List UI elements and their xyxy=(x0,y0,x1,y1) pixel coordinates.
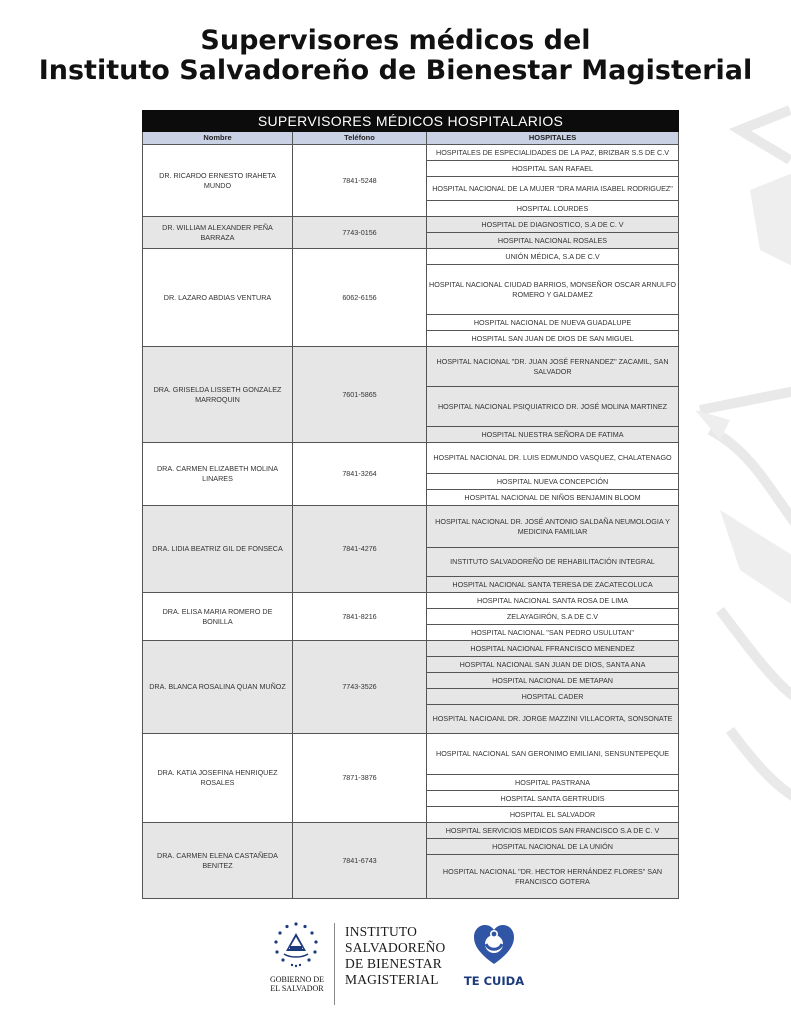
el-salvador-coat-of-arms-icon xyxy=(272,921,320,969)
column-header-hospitales: HOSPITALES xyxy=(427,132,679,145)
hospital-cell: HOSPITAL NACIONAL FFRANCISCO MENENDEZ xyxy=(427,641,679,657)
gov-line-1: GOBIERNO DE xyxy=(270,975,324,984)
supervisor-phone-cell: 7743-3526 xyxy=(293,641,427,734)
inst-line-4: MAGISTERIAL xyxy=(345,972,439,987)
hospital-cell: HOSPITAL NACIONAL DE NUEVA GUADALUPE xyxy=(427,315,679,331)
hospital-cell: HOSPITAL NACIONAL SAN GERONIMO EMILIANI, SENSUNTEPEQUE xyxy=(427,734,679,775)
inst-line-1: INSTITUTO xyxy=(345,924,418,939)
gov-line-2: EL SALVADOR xyxy=(270,984,324,993)
hospital-cell: HOSPITAL SANTA GERTRUDIS xyxy=(427,791,679,807)
table-row xyxy=(143,823,679,839)
hospital-cell: HOSPITAL NACIONAL SANTA TERESA DE ZACATECOLUCA xyxy=(427,577,679,593)
hospital-cell: HOSPITAL NACIONAL ROSALES xyxy=(427,233,679,249)
table-row xyxy=(143,249,679,265)
hospital-cell: HOSPITAL NACIONAL DR. LUIS EDMUNDO VASQUEZ, CHALATENAGO xyxy=(427,443,679,474)
hospital-cell: HOSPITAL NACIONAL CIUDAD BARRIOS, MONSEÑOR OSCAR ARNULFO ROMERO Y GALDAMEZ xyxy=(427,265,679,315)
hospital-cell: HOSPITAL NACIONAL DR. JOSÉ ANTONIO SALDAÑA NEUMOLOGIA Y MEDICINA FAMILIAR xyxy=(427,506,679,548)
hospital-cell: HOSPITAL NACIONAL SANTA ROSA DE LIMA xyxy=(427,593,679,609)
supervisor-name-cell: DR. LAZARO ABDIAS VENTURA xyxy=(143,249,293,347)
footer xyxy=(0,915,791,1020)
hospital-cell: HOSPITAL NUEVA CONCEPCIÓN xyxy=(427,474,679,490)
supervisor-name-cell: DRA. LIDIA BEATRIZ GIL DE FONSECA xyxy=(143,506,293,593)
hospital-cell: ZELAYAGIRÓN, S.A DE C.V xyxy=(427,609,679,625)
table-row xyxy=(143,641,679,657)
hospital-cell: HOSPITAL NACIONAL PSIQUIATRICO DR. JOSÉ MOLINA MARTINEZ xyxy=(427,387,679,427)
hospital-cell: HOSPITALES DE ESPECIALIDADES DE LA PAZ, BRIZBAR S.S DE C.V xyxy=(427,145,679,161)
supervisor-phone-cell: 7841-3264 xyxy=(293,443,427,506)
table-row xyxy=(143,217,679,233)
supervisor-name-cell: DRA. BLANCA ROSALINA QUAN MUÑOZ xyxy=(143,641,293,734)
supervisor-phone-cell: 7743-0156 xyxy=(293,217,427,249)
hospital-cell: HOSPITAL LOURDES xyxy=(427,201,679,217)
hospital-cell: HOSPITAL SAN RAFAEL xyxy=(427,161,679,177)
table-row xyxy=(143,145,679,161)
supervisor-name-cell: DRA. KATIA JOSEFINA HENRIQUEZ ROSALES xyxy=(143,734,293,823)
supervisor-phone-cell: 6062-6156 xyxy=(293,249,427,347)
table-body xyxy=(143,145,679,899)
hospital-cell: HOSPITAL NACIOANL DR. JORGE MAZZINI VILLACORTA, SONSONATE xyxy=(427,705,679,734)
supervisor-name-cell: DRA. GRISELDA LISSETH GONZALEZ MARROQUIN xyxy=(143,347,293,443)
inst-line-3: DE BIENESTAR xyxy=(345,956,442,971)
supervisors-table xyxy=(142,110,679,899)
table-row xyxy=(143,347,679,387)
hospital-cell: HOSPITAL PASTRANA xyxy=(427,775,679,791)
hospital-cell: HOSPITAL SERVICIOS MEDICOS SAN FRANCISCO S.A DE C. V xyxy=(427,823,679,839)
hospital-cell: HOSPITAL CADER xyxy=(427,689,679,705)
table-row xyxy=(143,443,679,474)
table-row xyxy=(143,506,679,548)
hospital-cell: HOSPITAL NACIONAL DE METAPAN xyxy=(427,673,679,689)
hospital-cell: HOSPITAL NACIONAL "DR. JUAN JOSÉ FERNANDEZ" ZACAMIL, SAN SALVADOR xyxy=(427,347,679,387)
hospital-cell: HOSPITAL DE DIAGNOSTICO, S.A DE C. V xyxy=(427,217,679,233)
supervisor-name-cell: DRA. CARMEN ELENA CASTAÑEDA BENITEZ xyxy=(143,823,293,899)
supervisor-phone-cell: 7841-8216 xyxy=(293,593,427,641)
supervisor-name-cell: DR. RICARDO ERNESTO IRAHETA MUNDO xyxy=(143,145,293,217)
footer-divider xyxy=(334,923,335,1005)
supervisor-phone-cell: 7601-5865 xyxy=(293,347,427,443)
supervisor-name-cell: DRA. CARMEN ELIZABETH MOLINA LINARES xyxy=(143,443,293,506)
column-header-nombre: Nombre xyxy=(143,132,293,145)
column-header-telefono: Teléfono xyxy=(293,132,427,145)
inst-line-2: SALVADOREÑO xyxy=(345,940,446,955)
hospital-cell: HOSPITAL NACIONAL DE LA UNIÓN xyxy=(427,839,679,855)
table-banner: SUPERVISORES MÉDICOS HOSPITALARIOS xyxy=(143,111,679,132)
supervisor-phone-cell: 7841-4276 xyxy=(293,506,427,593)
supervisor-phone-cell: 7841-6743 xyxy=(293,823,427,899)
supervisor-name-cell: DRA. ELISA MARIA ROMERO DE BONILLA xyxy=(143,593,293,641)
hospital-cell: HOSPITAL NACIONAL "SAN PEDRO USULUTAN" xyxy=(427,625,679,641)
hospital-cell: HOSPITAL SAN JUAN DE DIOS DE SAN MIGUEL xyxy=(427,331,679,347)
institute-name xyxy=(345,924,460,988)
table-row xyxy=(143,734,679,775)
supervisor-name-cell: DR. WILLIAM ALEXANDER PEÑA BARRAZA xyxy=(143,217,293,249)
page-title xyxy=(0,26,791,86)
supervisor-phone-cell: 7841-5248 xyxy=(293,145,427,217)
hospital-cell: HOSPITAL NACIONAL SAN JUAN DE DIOS, SANTA ANA xyxy=(427,657,679,673)
hospital-cell: HOSPITAL NACIONAL DE LA MUJER "DRA MARIA ISABEL RODRIGUEZ" xyxy=(427,177,679,201)
hospital-cell: HOSPITAL EL SALVADOR xyxy=(427,807,679,823)
title-line-1: Supervisores médicos del xyxy=(200,25,591,56)
te-cuida-label: TE CUIDA xyxy=(463,974,525,988)
supervisor-phone-cell: 7871-3876 xyxy=(293,734,427,823)
government-label xyxy=(262,975,332,993)
title-line-2: Instituto Salvadoreño de Bienestar Magisterial xyxy=(38,55,753,86)
te-cuida-heart-icon xyxy=(470,920,518,968)
table-row xyxy=(143,593,679,609)
supervisors-table-container xyxy=(142,110,678,899)
hospital-cell: INSTITUTO SALVADOREÑO DE REHABILITACIÓN INTEGRAL xyxy=(427,548,679,577)
hospital-cell: HOSPITAL NACIONAL "DR. HECTOR HERNÁNDEZ FLORES" SAN FRANCISCO GOTERA xyxy=(427,855,679,899)
hospital-cell: UNIÓN MÉDICA, S.A DE C.V xyxy=(427,249,679,265)
hospital-cell: HOSPITAL NUESTRA SEÑORA DE FATIMA xyxy=(427,427,679,443)
hospital-cell: HOSPITAL NACIONAL DE NIÑOS BENJAMIN BLOOM xyxy=(427,490,679,506)
